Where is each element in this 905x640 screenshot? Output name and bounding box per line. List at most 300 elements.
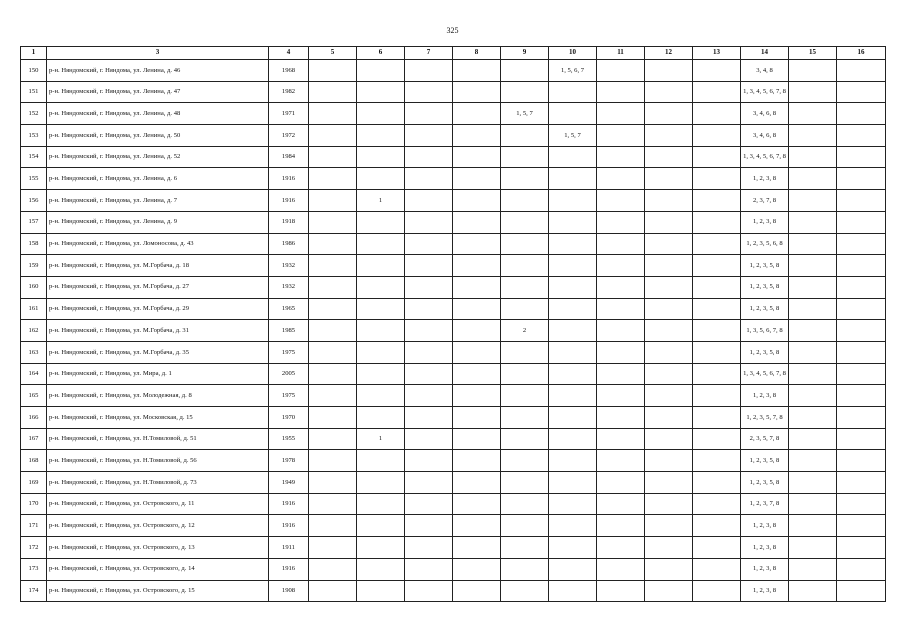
col6-cell (357, 450, 405, 472)
col13-cell (693, 146, 741, 168)
col13-cell (693, 537, 741, 559)
col15-cell (789, 211, 837, 233)
col6-cell (357, 276, 405, 298)
col12-cell (645, 515, 693, 537)
table-row (21, 558, 886, 580)
col6-cell (357, 341, 405, 363)
col13-cell (693, 168, 741, 190)
col16-cell (837, 341, 886, 363)
col15-cell (789, 255, 837, 277)
col16-cell (837, 580, 886, 602)
col11-cell (597, 125, 645, 147)
col11-cell (597, 298, 645, 320)
col8-cell (453, 580, 501, 602)
col6-cell (357, 146, 405, 168)
address-cell: р-н. Няндомский, г. Няндома, ул. Ленина, д. 48 (47, 103, 269, 125)
address-cell: р-н. Няндомский, г. Няндома, ул. М.Горбача, д. 27 (47, 276, 269, 298)
col16-cell (837, 320, 886, 342)
col14-cell: 1, 3, 4, 5, 6, 7, 8 (741, 363, 789, 385)
col16-cell (837, 103, 886, 125)
col12-cell (645, 428, 693, 450)
col8-cell (453, 81, 501, 103)
col14-cell: 2, 3, 5, 7, 8 (741, 428, 789, 450)
col8-cell (453, 103, 501, 125)
column-header: 8 (453, 47, 501, 60)
address-cell: р-н. Няндомский, г. Няндома, ул. Мира, д. 1 (47, 363, 269, 385)
col5-cell (309, 450, 357, 472)
col7-cell (405, 146, 453, 168)
col10-cell (549, 472, 597, 494)
col10-cell (549, 233, 597, 255)
table-row (21, 255, 886, 277)
col14-cell: 1, 2, 3, 8 (741, 537, 789, 559)
col5-cell (309, 103, 357, 125)
col8-cell (453, 255, 501, 277)
page-number: 325 (446, 26, 459, 35)
col9-cell: 2 (501, 320, 549, 342)
col6-cell (357, 168, 405, 190)
column-header: 4 (269, 47, 309, 60)
col7-cell (405, 515, 453, 537)
col11-cell (597, 276, 645, 298)
col7-cell (405, 537, 453, 559)
row-number-cell: 164 (21, 363, 47, 385)
column-header: 10 (549, 47, 597, 60)
col13-cell (693, 341, 741, 363)
col6-cell (357, 363, 405, 385)
address-cell: р-н. Няндомский, г. Няндома, ул. Н.Томиловой, д. 56 (47, 450, 269, 472)
col5-cell (309, 407, 357, 429)
col15-cell (789, 428, 837, 450)
col5-cell (309, 363, 357, 385)
address-cell: р-н. Няндомский, г. Няндома, ул. Ленина, д. 9 (47, 211, 269, 233)
col5-cell (309, 493, 357, 515)
col9-cell (501, 428, 549, 450)
col6-cell (357, 233, 405, 255)
col16-cell (837, 211, 886, 233)
col7-cell (405, 580, 453, 602)
col11-cell (597, 146, 645, 168)
address-cell: р-н. Няндомский, г. Няндома, ул. Ленина, д. 7 (47, 190, 269, 212)
col5-cell (309, 472, 357, 494)
year-cell: 1932 (269, 255, 309, 277)
col5-cell (309, 580, 357, 602)
col16-cell (837, 537, 886, 559)
col5-cell (309, 558, 357, 580)
col9-cell (501, 580, 549, 602)
col7-cell (405, 233, 453, 255)
col7-cell (405, 168, 453, 190)
col15-cell (789, 385, 837, 407)
year-cell: 1916 (269, 168, 309, 190)
address-cell: р-н. Няндомский, г. Няндома, ул. М.Горбача, д. 31 (47, 320, 269, 342)
row-number-cell: 155 (21, 168, 47, 190)
col7-cell (405, 450, 453, 472)
col12-cell (645, 211, 693, 233)
col13-cell (693, 233, 741, 255)
year-cell: 1949 (269, 472, 309, 494)
col14-cell: 3, 4, 6, 8 (741, 103, 789, 125)
address-cell: р-н. Няндомский, г. Няндома, ул. М.Горбача, д. 18 (47, 255, 269, 277)
col9-cell (501, 211, 549, 233)
column-header: 13 (693, 47, 741, 60)
address-cell: р-н. Няндомский, г. Няндома, ул. Островского, д. 14 (47, 558, 269, 580)
col16-cell (837, 450, 886, 472)
row-number-cell: 174 (21, 580, 47, 602)
col16-cell (837, 515, 886, 537)
col16-cell (837, 125, 886, 147)
col12-cell (645, 168, 693, 190)
year-cell: 1975 (269, 341, 309, 363)
col7-cell (405, 407, 453, 429)
col11-cell (597, 168, 645, 190)
table-row (21, 233, 886, 255)
col15-cell (789, 493, 837, 515)
col12-cell (645, 60, 693, 82)
row-number-cell: 157 (21, 211, 47, 233)
col8-cell (453, 537, 501, 559)
col13-cell (693, 515, 741, 537)
col5-cell (309, 211, 357, 233)
col10-cell (549, 580, 597, 602)
col7-cell (405, 60, 453, 82)
col16-cell (837, 233, 886, 255)
table-row (21, 81, 886, 103)
col6-cell (357, 472, 405, 494)
col10-cell (549, 190, 597, 212)
col11-cell (597, 558, 645, 580)
address-cell: р-н. Няндомский, г. Няндома, ул. Московская, д. 15 (47, 407, 269, 429)
col12-cell (645, 255, 693, 277)
col9-cell (501, 276, 549, 298)
row-number-cell: 152 (21, 103, 47, 125)
col7-cell (405, 472, 453, 494)
row-number-cell: 150 (21, 60, 47, 82)
column-header: 5 (309, 47, 357, 60)
col12-cell (645, 580, 693, 602)
col10-cell (549, 146, 597, 168)
col15-cell (789, 298, 837, 320)
col14-cell: 1, 2, 3, 8 (741, 211, 789, 233)
col5-cell (309, 320, 357, 342)
col7-cell (405, 255, 453, 277)
row-number-cell: 173 (21, 558, 47, 580)
col6-cell (357, 558, 405, 580)
col14-cell: 1, 2, 3, 5, 8 (741, 341, 789, 363)
col9-cell (501, 537, 549, 559)
col15-cell (789, 103, 837, 125)
table-row (21, 60, 886, 82)
col16-cell (837, 428, 886, 450)
col6-cell (357, 515, 405, 537)
col15-cell (789, 146, 837, 168)
col7-cell (405, 103, 453, 125)
column-header: 11 (597, 47, 645, 60)
col11-cell (597, 60, 645, 82)
col9-cell (501, 407, 549, 429)
col10-cell (549, 168, 597, 190)
col8-cell (453, 233, 501, 255)
col8-cell (453, 363, 501, 385)
col5-cell (309, 537, 357, 559)
col15-cell (789, 450, 837, 472)
col13-cell (693, 103, 741, 125)
col15-cell (789, 558, 837, 580)
col9-cell (501, 385, 549, 407)
col11-cell (597, 363, 645, 385)
year-cell: 1955 (269, 428, 309, 450)
col10-cell (549, 407, 597, 429)
column-header: 12 (645, 47, 693, 60)
col5-cell (309, 255, 357, 277)
col9-cell: 1, 5, 7 (501, 103, 549, 125)
col11-cell (597, 493, 645, 515)
col14-cell: 1, 2, 3, 8 (741, 558, 789, 580)
col7-cell (405, 276, 453, 298)
row-number-cell: 168 (21, 450, 47, 472)
col12-cell (645, 103, 693, 125)
address-cell: р-н. Няндомский, г. Няндома, ул. Ленина, д. 50 (47, 125, 269, 147)
col16-cell (837, 81, 886, 103)
col14-cell: 1, 3, 4, 5, 6, 7, 8 (741, 146, 789, 168)
row-number-cell: 153 (21, 125, 47, 147)
row-number-cell: 151 (21, 81, 47, 103)
col14-cell: 1, 3, 4, 5, 6, 7, 8 (741, 81, 789, 103)
col16-cell (837, 363, 886, 385)
col9-cell (501, 146, 549, 168)
column-header: 14 (741, 47, 789, 60)
col10-cell (549, 211, 597, 233)
col9-cell (501, 81, 549, 103)
col15-cell (789, 81, 837, 103)
row-number-cell: 166 (21, 407, 47, 429)
column-header: 1 (21, 47, 47, 60)
table-row (21, 472, 886, 494)
col7-cell (405, 493, 453, 515)
address-cell: р-н. Няндомский, г. Няндома, ул. Ленина, д. 46 (47, 60, 269, 82)
col14-cell: 1, 2, 3, 8 (741, 168, 789, 190)
row-number-cell: 171 (21, 515, 47, 537)
col10-cell (549, 363, 597, 385)
col10-cell (549, 276, 597, 298)
col14-cell: 1, 2, 3, 5, 8 (741, 298, 789, 320)
col14-cell: 1, 2, 3, 5, 6, 8 (741, 233, 789, 255)
address-cell: р-н. Няндомский, г. Няндома, ул. Островского, д. 12 (47, 515, 269, 537)
table-body (21, 60, 886, 602)
col5-cell (309, 233, 357, 255)
col11-cell (597, 190, 645, 212)
address-cell: р-н. Няндомский, г. Няндома, ул. М.Горбача, д. 35 (47, 341, 269, 363)
year-cell: 1982 (269, 81, 309, 103)
col14-cell: 3, 4, 6, 8 (741, 125, 789, 147)
column-header: 3 (47, 47, 269, 60)
col14-cell: 2, 3, 7, 8 (741, 190, 789, 212)
col5-cell (309, 298, 357, 320)
row-number-cell: 156 (21, 190, 47, 212)
col12-cell (645, 472, 693, 494)
table-row (21, 276, 886, 298)
year-cell: 1918 (269, 211, 309, 233)
col6-cell (357, 537, 405, 559)
col8-cell (453, 298, 501, 320)
table-row (21, 493, 886, 515)
col16-cell (837, 298, 886, 320)
col11-cell (597, 255, 645, 277)
col15-cell (789, 341, 837, 363)
col8-cell (453, 493, 501, 515)
table-row (21, 407, 886, 429)
col11-cell (597, 211, 645, 233)
col12-cell (645, 407, 693, 429)
row-number-cell: 170 (21, 493, 47, 515)
col9-cell (501, 341, 549, 363)
column-header: 15 (789, 47, 837, 60)
col13-cell (693, 60, 741, 82)
year-cell: 1908 (269, 580, 309, 602)
column-header: 7 (405, 47, 453, 60)
col11-cell (597, 81, 645, 103)
col15-cell (789, 276, 837, 298)
address-cell: р-н. Няндомский, г. Няндома, ул. Островского, д. 11 (47, 493, 269, 515)
col16-cell (837, 407, 886, 429)
col5-cell (309, 125, 357, 147)
table-row (21, 450, 886, 472)
col6-cell (357, 385, 405, 407)
col14-cell: 1, 2, 3, 5, 7, 8 (741, 407, 789, 429)
year-cell: 1916 (269, 515, 309, 537)
col6-cell (357, 580, 405, 602)
col5-cell (309, 341, 357, 363)
col12-cell (645, 493, 693, 515)
table-row (21, 537, 886, 559)
row-number-cell: 159 (21, 255, 47, 277)
col8-cell (453, 320, 501, 342)
col15-cell (789, 407, 837, 429)
col11-cell (597, 320, 645, 342)
col12-cell (645, 320, 693, 342)
table-row (21, 341, 886, 363)
col12-cell (645, 81, 693, 103)
col9-cell (501, 190, 549, 212)
col10-cell (549, 81, 597, 103)
col12-cell (645, 558, 693, 580)
col8-cell (453, 450, 501, 472)
year-cell: 2005 (269, 363, 309, 385)
col12-cell (645, 233, 693, 255)
col16-cell (837, 493, 886, 515)
col16-cell (837, 168, 886, 190)
col11-cell (597, 580, 645, 602)
col16-cell (837, 146, 886, 168)
col10-cell (549, 493, 597, 515)
col6-cell (357, 493, 405, 515)
col12-cell (645, 363, 693, 385)
col9-cell (501, 255, 549, 277)
col10-cell: 1, 5, 7 (549, 125, 597, 147)
col10-cell: 1, 5, 6, 7 (549, 60, 597, 82)
year-cell: 1984 (269, 146, 309, 168)
col7-cell (405, 428, 453, 450)
col14-cell: 1, 2, 3, 8 (741, 515, 789, 537)
row-number-cell: 161 (21, 298, 47, 320)
table-row (21, 320, 886, 342)
address-cell: р-н. Няндомский, г. Няндома, ул. М.Горбача, д. 29 (47, 298, 269, 320)
col8-cell (453, 341, 501, 363)
col13-cell (693, 125, 741, 147)
col5-cell (309, 515, 357, 537)
address-cell: р-н. Няндомский, г. Няндома, ул. Ленина, д. 6 (47, 168, 269, 190)
year-cell: 1978 (269, 450, 309, 472)
year-cell: 1971 (269, 103, 309, 125)
col14-cell: 1, 3, 5, 6, 7, 8 (741, 320, 789, 342)
col13-cell (693, 472, 741, 494)
col6-cell (357, 407, 405, 429)
col15-cell (789, 580, 837, 602)
col12-cell (645, 341, 693, 363)
col8-cell (453, 276, 501, 298)
col7-cell (405, 320, 453, 342)
col7-cell (405, 558, 453, 580)
address-cell: р-н. Няндомский, г. Няндома, ул. Ломоносова, д. 43 (47, 233, 269, 255)
col9-cell (501, 233, 549, 255)
col5-cell (309, 146, 357, 168)
col14-cell: 1, 2, 3, 8 (741, 385, 789, 407)
table-row (21, 298, 886, 320)
table-row (21, 515, 886, 537)
col10-cell (549, 320, 597, 342)
col15-cell (789, 515, 837, 537)
col14-cell: 1, 2, 3, 5, 8 (741, 276, 789, 298)
col8-cell (453, 60, 501, 82)
col13-cell (693, 558, 741, 580)
col11-cell (597, 407, 645, 429)
col9-cell (501, 60, 549, 82)
column-header: 16 (837, 47, 886, 60)
col6-cell (357, 298, 405, 320)
col14-cell: 1, 2, 3, 5, 8 (741, 255, 789, 277)
col9-cell (501, 472, 549, 494)
address-cell: р-н. Няндомский, г. Няндома, ул. Молодежная, д. 8 (47, 385, 269, 407)
col8-cell (453, 428, 501, 450)
year-cell: 1975 (269, 385, 309, 407)
col15-cell (789, 60, 837, 82)
col16-cell (837, 558, 886, 580)
col7-cell (405, 298, 453, 320)
col16-cell (837, 255, 886, 277)
col10-cell (549, 537, 597, 559)
col8-cell (453, 168, 501, 190)
col13-cell (693, 320, 741, 342)
col10-cell (549, 298, 597, 320)
col13-cell (693, 428, 741, 450)
col5-cell (309, 385, 357, 407)
col6-cell (357, 81, 405, 103)
col14-cell: 1, 2, 3, 8 (741, 580, 789, 602)
col5-cell (309, 276, 357, 298)
col16-cell (837, 276, 886, 298)
col13-cell (693, 385, 741, 407)
col9-cell (501, 558, 549, 580)
col12-cell (645, 146, 693, 168)
table-row (21, 385, 886, 407)
col13-cell (693, 580, 741, 602)
col7-cell (405, 341, 453, 363)
year-cell: 1911 (269, 537, 309, 559)
col10-cell (549, 428, 597, 450)
table-row (21, 146, 886, 168)
col7-cell (405, 125, 453, 147)
address-cell: р-н. Няндомский, г. Няндома, ул. Н.Томиловой, д. 51 (47, 428, 269, 450)
